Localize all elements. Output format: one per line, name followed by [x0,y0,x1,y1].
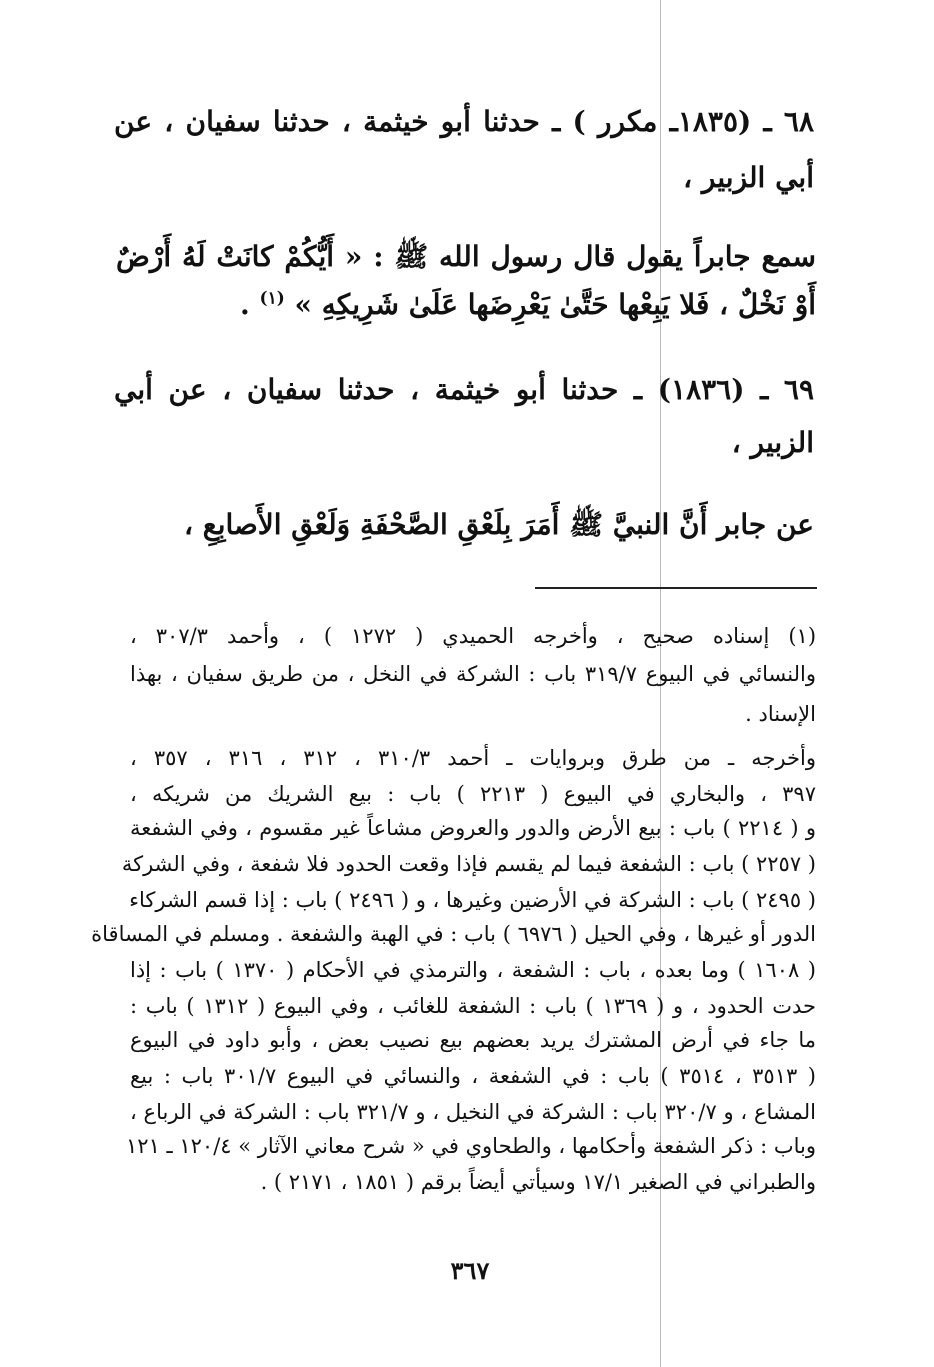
page-number: ٣٦٧ [450,1256,490,1285]
footnote-line: الدور أو غيرها ، وفي الحيل ( ٦٩٧٦ ) باب : في الهبة والشفعة . ومسلم في المساقاة [91,922,816,946]
hadith-69-quote: أَمَرَ بِلَعْقِ الصَّحْفَةِ وَلَعْقِ الأَصابِعِ ، [184,508,560,541]
hadith-68-end-dot: . [240,288,250,321]
hadith-68-text-line-1 [116,237,816,276]
footnote-line: و ( ٢٢١٤ ) باب : بيع الأرض والدور والعروض مشاعاً غير مقسوم ، وفي الشفعة [130,816,817,840]
footnote-line: الإسناد . [745,702,816,726]
footnote-line: (١) إسناده صحيح ، وأخرجه الحميدي ( ١٢٧٢ ) ، وأحمد ٣٠٧/٣ ، [130,624,817,648]
hadith-68-quote-close: » [294,288,313,321]
hadith-68-quote-part-1: أَيُّكُمْ كانَتْ لَهُ أَرْضٌ [116,240,335,273]
hadith-69-isnad-line-2: الزبير ، [731,426,814,459]
footnote-line: والنسائي في البيوع ٣١٩/٧ باب : الشركة في النخل ، من طريق سفيان ، بهذا [130,662,816,686]
hadith-68-isnad-line-1: ٦٨ ـ (١٨٣٥ـ مكرر ) ـ حدثنا أبو خيثمة ، حدثنا سفيان ، عن [114,105,814,138]
footnote-line: وأخرجه ـ من طرق وبروايات ـ أحمد ٣١٠/٣ ، ٣١٢ ، ٣١٦ ، ٣٥٧ ، [130,746,816,770]
footnote-ref-1: (١) [259,288,285,309]
footnote-line: المشاع ، و ٣٢٠/٧ باب : الشركة في النخيل ، و ٣٢١/٧ باب : الشركة في الرباع ، [130,1100,816,1124]
footnote-line: ( ٢٤٩٥ ) باب : الشركة في الأرضين وغيرها ، و ( ٢٤٩٦ ) باب : إذا قسم الشركاء [129,888,816,912]
hadith-69-text-line [114,505,814,544]
hadith-68-isnad-line-2: أبي الزبير ، [683,161,814,194]
footnote-line: وباب : ذكر الشفعة وأحكامها ، والطحاوي في « شرح معاني الآثار » ١٢٠/٤ ـ ١٢١ [126,1134,816,1158]
hadith-68-text-intro: سمع جابراً يقول قال رسول الله ﷺ : « [344,240,817,273]
footnote-separator [535,587,817,589]
footnote-line: ما جاء في أرض المشترك يريد بعضهم بيع نصيب بعض ، وأبو داود في البيوع [130,1028,816,1052]
hadith-68-quote-part-2: أَوْ نَخْلٌ ، فَلا يَبِعْها حَتَّىٰ يَعْرِضَها عَلَىٰ شَرِيكِهِ [321,288,816,321]
footnote-line: ( ٢٢٥٧ ) باب : الشفعة فيما لم يقسم فإذا وقعت الحدود فلا شفعة ، وفي الشركة [121,852,816,876]
footnote-line: ٣٩٧ ، والبخاري في البيوع ( ٢٢١٣ ) باب : بيع الشريك من شريكه ، [130,782,816,806]
footnote-line: ( ٣٥١٣ ، ٣٥١٤ ) باب : في الشفعة ، والنسائي في البيوع ٣٠١/٧ باب : بيع [130,1064,816,1088]
hadith-69-text-intro: عن جابر أَنَّ النبيَّ ﷺ [569,508,814,541]
footnote-line: ( ١٦٠٨ ) وما بعده ، باب : الشفعة ، والترمذي في الأحكام ( ١٣٧٠ ) باب : إذا [130,958,816,982]
footnote-line: حدت الحدود ، و ( ١٣٦٩ ) باب : الشفعة للغائب ، وفي البيوع ( ١٣١٢ ) باب : [130,994,816,1018]
hadith-68-text-line-2 [116,285,816,324]
hadith-69-isnad-line-1: ٦٩ ـ (١٨٣٦) ـ حدثنا أبو خيثمة ، حدثنا سفيان ، عن أبي [114,373,814,406]
footnote-line: والطبراني في الصغير ١٧/١ وسيأتي أيضاً برقم ( ١٨٥١ ، ٢١٧١ ) . [260,1170,816,1194]
